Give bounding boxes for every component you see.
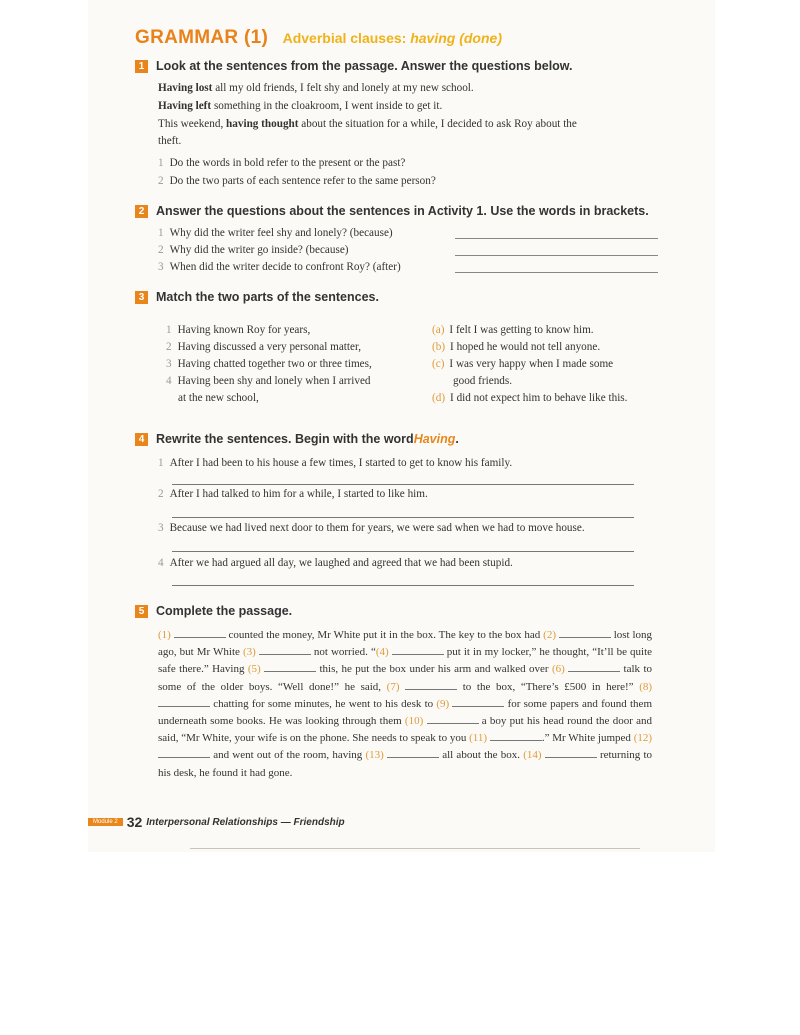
a3-right-c [432,358,613,370]
passage-text-7: to the box, “There’s £500 in here!” [457,680,640,693]
passage-text-5: this, he put the box under his arm and walked over [316,663,552,676]
activity-3-heading-text: Match the two parts of the sentences. [156,290,379,304]
cloze-passage [158,627,652,782]
a2-q2-num: 2 [158,244,164,256]
a2-q3-num: 3 [158,261,164,273]
page-number: 32 [126,814,143,830]
activity-1-heading [135,59,573,73]
title-sub-prefix: Adverbial clauses: [282,30,407,46]
sentence-1 [158,82,474,94]
gap-13-num: (13) [365,749,384,762]
sentence-3-bold: having thought [226,118,299,130]
sentence-2-rest: something in the cloakroom, I went inside to get it. [211,100,443,112]
a4-item-3-num: 3 [158,522,164,534]
a3-right-a-label: (a) [432,324,445,336]
activity-2-heading [135,204,649,218]
a3-left-4 [166,375,371,387]
a1-question-1 [158,157,405,169]
passage-text-6: talk to some of the older boys. “Well done!” he said, [158,663,652,693]
passage-text-13: all about the box. [439,749,524,762]
a2-q3-text: When did the writer decide to confront Roy? (after) [169,261,401,273]
a3-right-d-text: I did not expect him to behave like this. [450,392,628,404]
a4-write-line-2[interactable] [172,517,634,518]
passage-text-3: not worried. “ [310,646,376,659]
passage-text-11: .” Mr White jumped [541,732,634,745]
passage-text-10: a boy put his head round the door and said, “Mr White, your wife is on the phone. She needs to speak to you [158,715,652,745]
activity-5-heading-text: Complete the passage. [156,604,293,618]
gap-8-num: (8) [639,680,653,693]
footer-text: Interpersonal Relationships — Friendship [146,816,345,828]
activity-5-number: 5 [135,605,148,618]
passage-text-2: lost long ago, but Mr White [158,629,653,659]
activity-4-heading-post: . [455,432,459,446]
gap-1-blank[interactable] [174,628,226,638]
passage-text-4: put it in my locker,” he thought, “It’ll be quite safe there.” Having [158,646,653,676]
a3-left-3 [166,358,372,370]
a4-item-4-num: 4 [158,557,164,569]
a1-question-2 [158,175,436,187]
a4-item-3 [158,522,585,534]
a2-q2-text: Why did the writer go inside? (because) [169,244,349,256]
activity-1-heading-text: Look at the sentences from the passage. Answer the questions below. [156,59,573,73]
a3-left-4-text: Having been shy and lonely when I arrived [177,375,371,387]
passage-text-14: returning to his desk, he found it had gone. [158,749,653,779]
gap-7-num: (7) [386,680,400,693]
gap-6-blank[interactable] [568,662,620,672]
gap-2-blank[interactable] [559,628,611,638]
gap-13-blank[interactable] [387,748,439,758]
page-title [135,27,502,49]
a4-write-line-3[interactable] [172,551,634,552]
activity-4-heading-word: Having [413,432,456,446]
a3-right-c-text: I was very happy when I made some [449,358,614,370]
gap-3-num: (3) [242,646,256,659]
a3-left-3-text: Having chatted together two or three times, [177,358,372,370]
a2-q1-num: 1 [158,227,164,239]
a4-item-2 [158,488,428,500]
gap-12-blank[interactable] [158,748,210,758]
gap-8-blank[interactable] [158,697,210,707]
activity-4-heading [135,432,459,446]
sentence-3 [158,118,577,130]
gap-1-num: (1) [158,629,171,641]
gap-4-blank[interactable] [392,645,444,655]
activity-4-heading-pre: Rewrite the sentences. Begin with the word [156,432,414,446]
a1-q1-num: 1 [158,157,164,169]
gap-2-num: (2) [543,629,556,641]
a3-left-1-text: Having known Roy for years, [177,324,311,336]
a4-write-line-1[interactable] [172,484,634,485]
activity-5-heading [135,604,292,618]
a4-item-1 [158,457,512,469]
a3-left-1 [166,324,310,336]
a4-item-1-num: 1 [158,457,164,469]
a4-item-2-text: After I had talked to him for a while, I started to like him. [169,488,428,500]
gap-14-num: (14) [523,749,542,762]
a3-left-2-num: 2 [166,341,172,353]
a4-write-line-4[interactable] [172,585,634,586]
page-footer [88,814,345,830]
passage-text-9: for some papers and found them underneath some books. He was looking through them [158,697,652,728]
title-sub [283,30,502,46]
a3-right-c-label: (c) [432,358,445,370]
gap-5-num: (5) [247,663,261,676]
gap-9-num: (9) [436,697,450,710]
a3-right-a [432,324,594,336]
a2-question-2 [158,244,349,256]
passage-text-12: and went out of the room, having [210,749,366,762]
activity-1-number: 1 [135,60,148,73]
sentence-2-bold: Having left [158,100,212,112]
a2-question-1 [158,227,393,239]
a4-item-4 [158,557,513,569]
activity-2-number: 2 [135,205,148,218]
gap-5-blank[interactable] [264,662,316,672]
passage-text-8: chatting for some minutes, he went to his desk to [210,697,437,710]
a3-left-3-num: 3 [166,358,172,370]
gap-12-num: (12) [633,732,653,745]
module-tag: Module 2 [88,818,123,826]
a3-right-b [432,341,600,353]
a3-left-2-text: Having discussed a very personal matter, [177,341,362,353]
title-sub-italic: having (done) [410,30,502,46]
gap-4-num: (4) [375,646,389,659]
activity-2-heading-text: Answer the questions about the sentences in Activity 1. Use the words in brackets. [156,204,649,218]
a4-item-4-text: After we had argued all day, we laughed and agreed that we had been stupid. [169,557,513,569]
sentence-3-rest: about the situation for a while, I decided to ask Roy about the [298,118,577,130]
a1-q1-text: Do the words in bold refer to the present or the past? [169,157,406,169]
a2-answer-line-1[interactable] [455,238,658,239]
a3-right-d-label: (d) [432,392,446,404]
sentence-1-bold: Having lost [158,82,213,94]
gap-11-num: (11) [469,732,488,745]
a1-q2-num: 2 [158,175,164,187]
a4-item-1-text: After I had been to his house a few times, I started to get to know his family. [169,457,513,469]
gap-7-blank[interactable] [405,680,457,690]
a3-left-4-num: 4 [166,375,172,387]
a2-answer-line-3[interactable] [455,272,658,273]
a3-left-1-num: 1 [166,324,172,336]
gap-10-num: (10) [404,715,424,728]
a3-left-2 [166,341,361,353]
activity-3-number: 3 [135,291,148,304]
sentence-2 [158,100,442,112]
a2-q1-text: Why did the writer feel shy and lonely? (because) [169,227,393,239]
a2-question-3 [158,261,401,273]
passage-text-1: counted the money, Mr White put it in the box. The key to the box had [225,629,544,641]
activity-4-number: 4 [135,433,148,446]
a2-answer-line-2[interactable] [455,255,658,256]
gap-10-blank[interactable] [427,714,479,724]
gap-6-num: (6) [551,663,565,676]
a3-right-d [432,392,627,404]
a4-item-3-text: Because we had lived next door to them for years, we were sad when we had to move house. [169,522,585,534]
sentence-1-rest: all my old friends, I felt shy and lonely at my new school. [212,82,474,94]
a3-right-b-text: I hoped he would not tell anyone. [450,341,601,353]
title-main: GRAMMAR (1) [135,27,269,48]
a4-item-2-num: 2 [158,488,164,500]
sentence-3-cont: theft. [158,135,182,147]
gap-11-blank[interactable] [490,731,542,741]
a3-left-4-cont: at the new school, [178,392,259,404]
sentence-3-pre: This weekend, [158,118,227,130]
activity-3-heading [135,290,379,304]
gap-3-blank[interactable] [259,645,311,655]
a3-right-a-text: I felt I was getting to know him. [449,324,594,336]
gap-9-blank[interactable] [452,697,504,707]
a1-q2-text: Do the two parts of each sentence refer to the same person? [169,175,436,187]
bottom-rule [190,848,640,849]
a3-right-b-label: (b) [432,341,446,353]
gap-14-blank[interactable] [545,748,597,758]
a3-right-c-cont: good friends. [453,375,513,387]
